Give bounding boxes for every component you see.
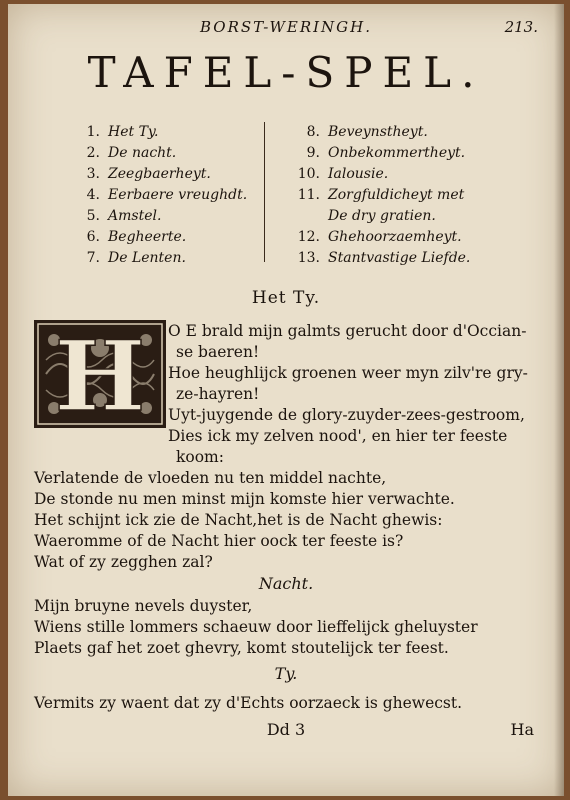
verse-line: ze-hayren! xyxy=(176,385,260,403)
toc-item xyxy=(280,143,520,164)
verse-line: Wat of zy zegghen zal? xyxy=(34,553,213,571)
drop-cap-ornament xyxy=(34,320,166,428)
toc-item xyxy=(280,185,520,206)
toc-number: 12. xyxy=(297,229,320,245)
drop-cap-letter: H xyxy=(54,320,146,428)
verse-line: Uyt-juygende de glory-zuyder-zees-gestroom, xyxy=(168,406,525,424)
verse-line: Waeromme of de Nacht hier oock ter feeste is? xyxy=(34,532,404,550)
section-title: Het Ty. xyxy=(251,288,321,308)
verse-line: Verlatende de vloeden nu ten middel nachte, xyxy=(34,469,387,487)
verse-line: Het schijnt ick zie de Nacht,het is de Nacht ghewis: xyxy=(34,511,443,529)
toc-number: 7. xyxy=(86,250,100,266)
toc-number: 6. xyxy=(86,229,100,245)
toc-label: Amstel. xyxy=(108,208,162,224)
toc-number: 5. xyxy=(86,208,100,224)
verse-line: Mijn bruyne nevels duyster, xyxy=(34,597,253,615)
verse-line: Wiens stille lommers schaeuw door lieffelijck gheluyster xyxy=(34,618,478,636)
toc-label: De Lenten. xyxy=(108,250,186,266)
toc-item xyxy=(60,248,260,269)
toc-label: Ialousie. xyxy=(328,166,389,182)
toc-item xyxy=(60,122,260,143)
toc-item xyxy=(60,206,260,227)
toc-number: 11. xyxy=(297,187,320,203)
toc-item xyxy=(60,143,260,164)
verse-line: se baeren! xyxy=(176,343,260,361)
verse-line: Plaets gaf het zoet ghevry, komt stoutelijck ter feest. xyxy=(34,639,449,657)
toc-label: Onbekommertheyt. xyxy=(328,145,466,161)
verse-line: Hoe heughlijck groenen weer myn zilv're gry- xyxy=(168,364,528,382)
verse-line: De stonde nu men minst mijn komste hier verwachte. xyxy=(34,490,455,508)
toc-label: Zeegbaerheyt. xyxy=(108,166,211,182)
toc-number: 8. xyxy=(306,124,320,140)
toc-item xyxy=(280,227,520,248)
book-page xyxy=(8,4,564,796)
toc-number: 13. xyxy=(297,250,320,266)
toc-number: 9. xyxy=(306,145,320,161)
running-head: BORST-WERINGH. xyxy=(199,18,373,36)
toc-number: 1. xyxy=(86,124,100,140)
toc-item xyxy=(60,227,260,248)
verse-line: koom: xyxy=(176,448,224,466)
toc-label: Ghehoorzaemheyt. xyxy=(328,229,462,245)
speaker-heading: Nacht. xyxy=(258,574,314,593)
toc-item xyxy=(280,248,520,269)
page-number: 213. xyxy=(504,18,538,36)
verse-line: Dies ick my zelven nood', en hier ter feeste xyxy=(168,427,508,445)
signature-mark: Dd 3 xyxy=(266,720,306,739)
speaker-heading: Ty. xyxy=(274,664,298,683)
toc-number: 3. xyxy=(86,166,100,182)
toc-left-column xyxy=(60,122,260,269)
toc-number: 4. xyxy=(86,187,100,203)
toc-label: Zorgfuldicheyt met xyxy=(328,187,465,203)
toc-label: Beveynstheyt. xyxy=(328,124,428,140)
verse-line: Vermits zy waent dat zy d'Echts oorzaeck is ghewecst. xyxy=(34,694,463,712)
page-title: TAFEL-SPEL. xyxy=(87,48,485,97)
toc-number xyxy=(280,206,328,227)
toc-right-column xyxy=(280,122,520,269)
toc-item xyxy=(60,185,260,206)
toc-label: De dry gratien. xyxy=(328,208,436,224)
toc-number: 2. xyxy=(86,145,100,161)
toc-item xyxy=(280,122,520,143)
toc-label: Stantvastige Liefde. xyxy=(328,250,471,266)
toc-item xyxy=(280,206,520,227)
table-of-contents xyxy=(60,122,520,264)
toc-item xyxy=(60,164,260,185)
verse-line: O E brald mijn galmts gerucht door d'Occian- xyxy=(168,322,527,340)
toc-label: Begheerte. xyxy=(108,229,187,245)
toc-label: De nacht. xyxy=(108,145,177,161)
toc-label: Het Ty. xyxy=(108,124,159,140)
toc-number: 10. xyxy=(297,166,320,182)
toc-label: Eerbaere vreughdt. xyxy=(108,187,248,203)
catchword: Ha xyxy=(510,720,534,739)
toc-item xyxy=(280,164,520,185)
toc-divider xyxy=(264,122,265,262)
